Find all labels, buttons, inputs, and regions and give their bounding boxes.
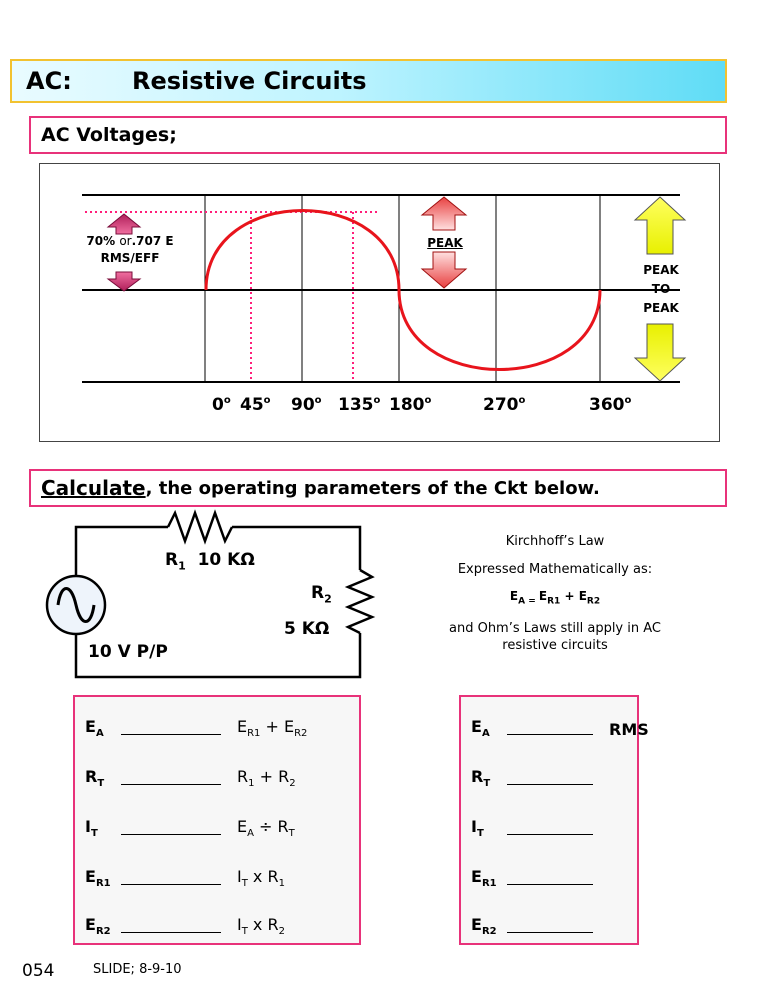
answer-row-er2: $E_{R2}$ (471, 911, 593, 937)
rms-arrow-up-icon (108, 214, 140, 234)
page-title: Resistive Circuits (132, 67, 367, 95)
rms-blank-ea[interactable] (507, 717, 593, 735)
rms-eff-label: RMS/EFF (100, 251, 160, 265)
section-ac-voltages-label: AC Voltages; (41, 124, 177, 146)
ohm-line-1: and Ohm’s Laws still apply in AC (449, 621, 661, 636)
rms-arrow-down-icon (108, 272, 140, 291)
r2-value-label: 5 KΩ (284, 619, 330, 639)
rms-unit-label: RMS (609, 720, 649, 739)
calc-row-rt: $R_T$ $R_1 + R_2$ (85, 766, 296, 789)
degree-label-180: 180$^o$ (389, 395, 432, 415)
calc-row-ea: $E_A$ $E_{R1} + E_{R2}$ (85, 716, 308, 739)
section-calculate (29, 469, 727, 507)
answer-blank-it[interactable] (121, 817, 221, 835)
degree-label-90: 90$^o$ (291, 395, 322, 415)
degree-label-135: 135$^o$ (338, 395, 381, 415)
answer-blank-rt[interactable] (121, 767, 221, 785)
peak-to-peak-label: PEAK TO PEAK (643, 263, 679, 315)
slide-label: SLIDE; 8-9-10 (93, 962, 182, 977)
circuit-diagram (38, 505, 388, 685)
title-bar (10, 59, 727, 103)
kirchhoff-equation: $E_{A =}$ $E_{R1} + E_{R2}$ (509, 589, 601, 607)
r1-label: $R_1$ 10 KΩ (165, 550, 255, 573)
p2p-arrow-down-icon (635, 324, 685, 381)
rms-factor: .707 E (131, 234, 174, 248)
title-prefix: AC: (26, 67, 72, 95)
answer-row-er1: $E_{R1}$ (471, 863, 593, 889)
section-ac-voltages (29, 116, 727, 154)
p2p-arrow-up-icon (635, 197, 685, 254)
calc-box-formulas (73, 695, 361, 945)
calc-row-er2: $E_{R2}$ $I_T$ x $R_2$ (85, 914, 285, 937)
calculate-keyword: Calculate (41, 476, 146, 500)
answer-row-ea: $E_A$ RMS (471, 716, 649, 739)
calculate-rest: , the operating parameters of the Ckt below. (145, 477, 600, 499)
rms-or: or (119, 234, 132, 248)
resistor-r2-icon (348, 570, 372, 633)
degree-label-270: 270$^o$ (483, 395, 526, 415)
answer-blank-er2[interactable] (121, 915, 221, 933)
degree-label-360: 360$^o$ (589, 395, 632, 415)
calc-row-er1: $E_{R1}$ $I_T$ x $R_1$ (85, 866, 285, 889)
rms-blank-er1[interactable] (507, 867, 593, 885)
rms-blank-rt[interactable] (507, 767, 593, 785)
degree-label-45: 45$^o$ (240, 395, 271, 415)
waveform-panel (39, 163, 720, 442)
rms-label (65, 233, 195, 267)
answer-blank-ea[interactable] (121, 717, 221, 735)
rms-blank-it[interactable] (507, 817, 593, 835)
wire-top-left (76, 527, 168, 577)
degree-label-0: 0$^o$ (212, 395, 231, 415)
ohm-line-2: resistive circuits (502, 638, 608, 653)
kirchhoff-title: Kirchhoff’s Law (505, 534, 605, 549)
answer-row-rt: $R_T$ (471, 763, 593, 789)
source-label: 10 V P/P (88, 642, 168, 662)
rms-percent: 70% (86, 234, 116, 248)
peak-arrow-down-icon (422, 252, 466, 288)
answer-row-it: $I_T$ (471, 813, 593, 839)
peak-arrow-up-icon (422, 197, 466, 230)
resistor-r1-icon (168, 513, 232, 541)
rms-blank-er2[interactable] (507, 915, 593, 933)
calc-row-it: $I_T$ $E_A \div R_T$ (85, 816, 295, 839)
r2-name-label: $R_2$ (311, 583, 332, 606)
slide-number: 054 (22, 961, 55, 981)
peak-label: PEAK (427, 236, 463, 250)
kirchhoff-expressed: Expressed Mathematically as: (457, 562, 653, 577)
answer-blank-er1[interactable] (121, 867, 221, 885)
calc-box-answers (459, 695, 649, 945)
